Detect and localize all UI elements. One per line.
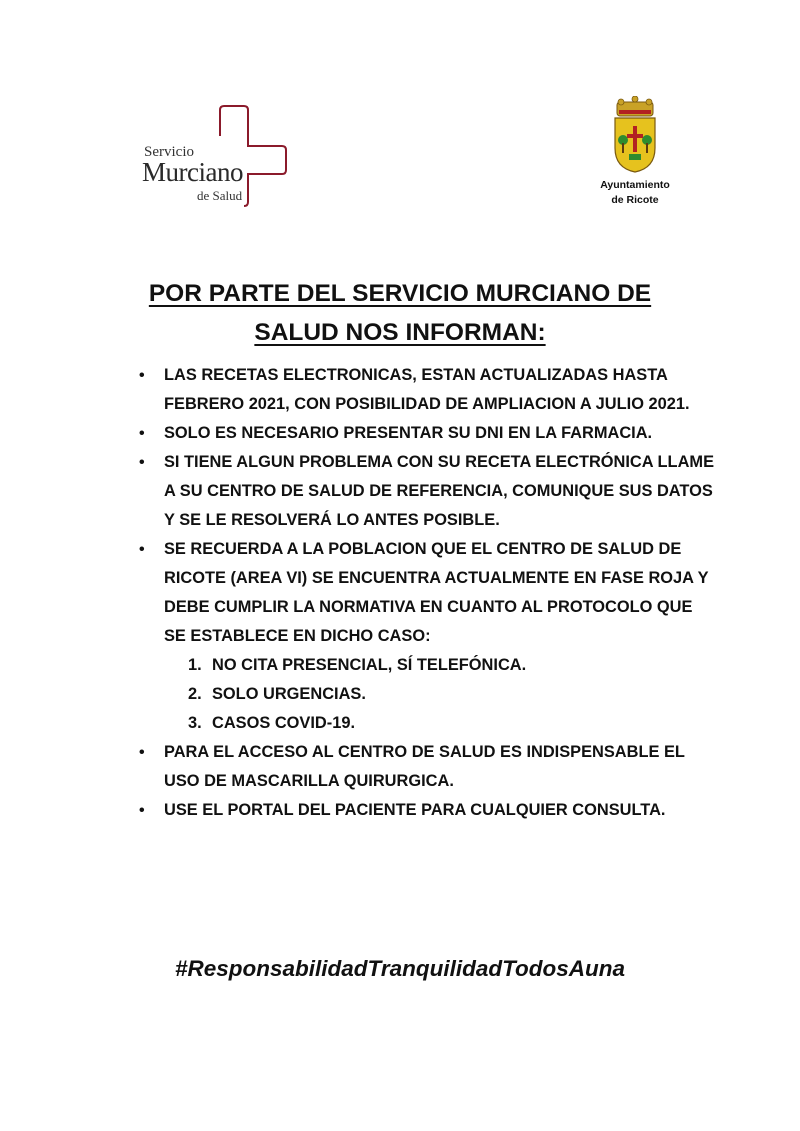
- coat-of-arms-icon: [607, 96, 663, 174]
- logo-text-murciano: Murciano: [142, 157, 243, 187]
- list-item-text: PARA EL ACCESO AL CENTRO DE SALUD ES INDISPENSABLE EL USO DE MASCARILLA QUIRURGICA.: [164, 743, 685, 790]
- list-item: [138, 361, 718, 419]
- sublist-number: 2.: [188, 685, 202, 703]
- sublist-number: 1.: [188, 656, 202, 674]
- title-line-2: SALUD NOS INFORMAN:: [254, 319, 546, 346]
- bullet-icon: •: [139, 454, 145, 471]
- list-item: [138, 419, 718, 448]
- list-item-text: SI TIENE ALGUN PROBLEMA CON SU RECETA ELECTRÓNICA LLAME A SU CENTRO DE SALUD DE REFERENCIA, COMUNIQUE SUS DATOS Y SE LE RESOLVERÁ LO ANTES POSIBLE.: [164, 453, 714, 529]
- list-item-text: SOLO ES NECESARIO PRESENTAR SU DNI EN LA FARMACIA.: [164, 424, 653, 442]
- sublist-number: 3.: [188, 714, 202, 732]
- logo-text-de-ricote: de Ricote: [611, 194, 659, 206]
- bullet-icon: •: [139, 425, 145, 442]
- bullet-icon: •: [139, 367, 145, 384]
- page-title: [0, 274, 800, 352]
- list-item: [138, 535, 718, 738]
- sublist-item-text: SOLO URGENCIAS.: [212, 685, 366, 703]
- list-item-text: SE RECUERDA A LA POBLACION QUE EL CENTRO DE SALUD DE RICOTE (AREA VI) SE ENCUENTRA ACTUALMENTE EN FASE ROJA Y DEBE CUMPLIR LA NORMATIVA EN CUANTO AL PROTOCOLO QUE SE ESTABLECE EN DICHO CASO:: [164, 540, 709, 645]
- sublist-item: [188, 680, 718, 709]
- sublist-item: [188, 709, 718, 738]
- logo-text-ayuntamiento: Ayuntamiento: [600, 179, 670, 191]
- ayuntamiento-ricote-logo: [580, 96, 690, 216]
- info-list: [138, 361, 718, 825]
- list-item-text: USE EL PORTAL DEL PACIENTE PARA CUALQUIER CONSULTA.: [164, 801, 666, 819]
- list-item: [138, 796, 718, 825]
- hashtag-text: #ResponsabilidadTranquilidadTodosAuna: [174, 956, 626, 981]
- logo-text-servicio: Servicio: [144, 144, 194, 160]
- sublist-item-text: CASOS COVID-19.: [212, 714, 355, 732]
- protocol-sublist: [164, 651, 718, 738]
- logo-text-de-salud: de Salud: [197, 188, 243, 203]
- sublist-item: [188, 651, 718, 680]
- servicio-murciano-logo: [140, 100, 300, 212]
- list-item: [138, 738, 718, 796]
- bullet-icon: •: [139, 802, 145, 819]
- bullet-icon: •: [139, 541, 145, 558]
- list-item-text: LAS RECETAS ELECTRONICAS, ESTAN ACTUALIZADAS HASTA FEBRERO 2021, CON POSIBILIDAD DE AMPLIACION A JULIO 2021.: [164, 366, 690, 413]
- list-item: [138, 448, 718, 535]
- bullet-icon: •: [139, 744, 145, 761]
- title-line-1: POR PARTE DEL SERVICIO MURCIANO DE: [148, 280, 652, 307]
- sublist-item-text: NO CITA PRESENCIAL, SÍ TELEFÓNICA.: [212, 656, 527, 674]
